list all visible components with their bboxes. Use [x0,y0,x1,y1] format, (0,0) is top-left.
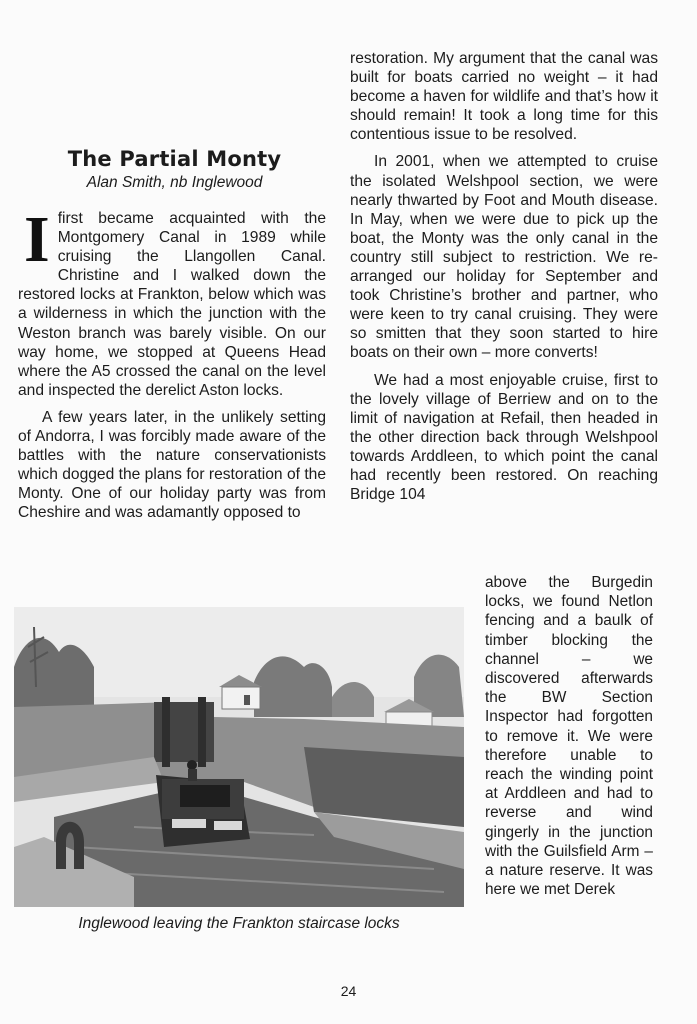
paragraph-4: In 2001, when we attempted to cruise the isolated Welshpool section, we were nearly thwarted by Foot and Mouth disease. In May, when we were due to pick up the boat, the Monty was the only canal in the country still subject to restriction. We re-arranged our holiday for September and took Christine’s brother and partner, who were keen to try canal cruising. They were so smitten that they soon started to hire boats on their own – more converts! [350,153,658,362]
right-column-continued [485,573,653,899]
photo-caption: Inglewood leaving the Frankton staircase locks [78,915,400,932]
paragraph-5: We had a most enjoyable cruise, first to the lovely village of Berriew and on to the limit of navigation at Refail, then headed in the other direction back through Welshpool towards Arddleen, to which point the canal had recently been restored. On reaching Bridge 104 [350,371,658,504]
right-column [350,49,658,504]
canal-photo [14,607,464,907]
paragraph-1 [18,203,326,400]
article-title: The Partial Monty [67,147,282,171]
narrowboat-lock-image [14,607,464,907]
paragraph-1-text: first became acquainted with the Montgomery Canal in 1989 while cruising the Llangollen Canal. Christine and I walked down the restored locks at Frankton, below which was a wilderness in which the junction with the Weston branch was barely visible. On our way home, we stopped at Queens Head where the A5 crossed the canal on the level and inspected the derelict Aston locks. [18,210,326,399]
drop-cap: I [24,203,50,276]
page-number: 24 [340,983,357,999]
paragraph-2: A few years later, in the unlikely setting of Andorra, I was forcibly made aware of the battles with the nature conservationists which dogged the plans for restoration of the Monty. One of our holiday party was from Cheshire and was adamantly opposed to [18,408,326,522]
article-byline: Alan Smith, nb Inglewood [86,174,263,191]
left-column [18,203,326,523]
paragraph-3: restoration. My argument that the canal was built for boats carried no weight – it had become a haven for wildlife and that’s how it should remain! It took a long time for this contentious issue to be resolved. [350,50,658,144]
paragraph-5-continued: above the Burgedin locks, we found Netlon fencing and a baulk of timber blocking the channel – we discovered afterwards the BW Section Inspector had forgotten to remove it. We were therefore unable to reach the winding point at Arddleen and had to reverse and wind gingerly in the junction with the Guilsfield Arm – a nature reserve. It was here we met Derek [485,574,653,899]
